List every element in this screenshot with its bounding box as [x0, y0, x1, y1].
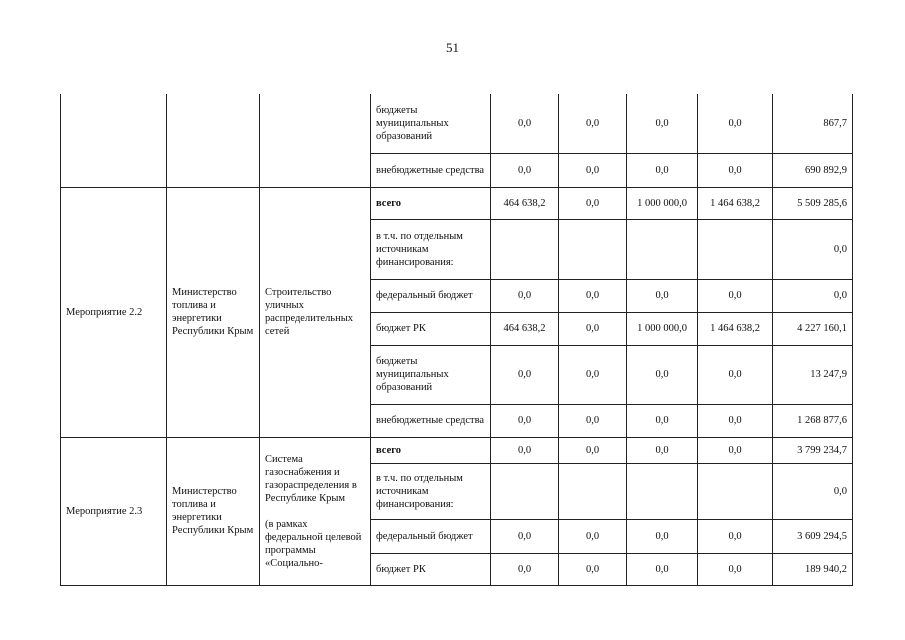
value-cell: 0,0	[491, 437, 559, 463]
description-cell	[260, 94, 371, 187]
source-label: бюджет РК	[371, 553, 491, 585]
executor-name: Министерство топлива и энергетики Республики Крым	[167, 187, 260, 437]
value-cell: 0,0	[698, 519, 773, 553]
value-cell: 0,0	[627, 404, 698, 437]
description-note: (в рамках федеральной целевой программы «Социально-	[265, 518, 362, 569]
value-cell: 0,0	[627, 345, 698, 404]
source-label: всего	[371, 437, 491, 463]
value-cell: 0,0	[627, 437, 698, 463]
value-cell: 0,0	[559, 187, 627, 219]
value-cell: 0,0	[698, 279, 773, 312]
value-cell: 0,0	[559, 553, 627, 585]
value-cell: 690 892,9	[773, 153, 853, 187]
value-cell: 0,0	[773, 219, 853, 279]
page-number: 51	[446, 40, 459, 55]
source-label: федеральный бюджет	[371, 519, 491, 553]
value-cell: 0,0	[627, 94, 698, 153]
value-cell: 0,0	[559, 519, 627, 553]
value-cell	[698, 219, 773, 279]
value-cell: 0,0	[491, 553, 559, 585]
value-cell: 5 509 285,6	[773, 187, 853, 219]
source-label: бюджеты муниципальных образований	[371, 345, 491, 404]
value-cell: 189 940,2	[773, 553, 853, 585]
value-cell	[698, 463, 773, 519]
value-cell: 1 000 000,0	[627, 187, 698, 219]
value-cell: 0,0	[773, 463, 853, 519]
value-cell	[559, 463, 627, 519]
value-cell: 0,0	[559, 153, 627, 187]
table-row	[61, 94, 853, 153]
value-cell	[627, 463, 698, 519]
value-cell: 0,0	[491, 345, 559, 404]
value-cell	[491, 463, 559, 519]
value-cell: 3 799 234,7	[773, 437, 853, 463]
value-cell: 0,0	[491, 279, 559, 312]
source-label: федеральный бюджет	[371, 279, 491, 312]
value-cell: 0,0	[698, 553, 773, 585]
value-cell: 0,0	[491, 519, 559, 553]
value-cell: 0,0	[773, 279, 853, 312]
value-cell: 0,0	[698, 94, 773, 153]
value-cell: 0,0	[559, 312, 627, 345]
value-cell: 3 609 294,5	[773, 519, 853, 553]
source-label: внебюджетные средства	[371, 404, 491, 437]
executor-name: Министерство топлива и энергетики Республики Крым	[167, 437, 260, 585]
value-cell: 4 227 160,1	[773, 312, 853, 345]
value-cell: 867,7	[773, 94, 853, 153]
source-label: в т.ч. по отдельным источникам финансирования:	[371, 219, 491, 279]
value-cell: 0,0	[698, 345, 773, 404]
value-cell: 0,0	[559, 404, 627, 437]
source-label: бюджеты муниципальных образований	[371, 94, 491, 153]
value-cell: 464 638,2	[491, 312, 559, 345]
event-cell	[61, 94, 167, 187]
value-cell	[491, 219, 559, 279]
value-cell: 1 464 638,2	[698, 312, 773, 345]
value-cell: 0,0	[698, 153, 773, 187]
event-name: Мероприятие 2.3	[61, 437, 167, 585]
value-cell: 13 247,9	[773, 345, 853, 404]
description-main: Система газоснабжения и газораспределения в Республике Крым	[265, 453, 357, 504]
event-description	[260, 437, 371, 585]
event-description: Строительство уличных распределительных сетей	[260, 187, 371, 437]
value-cell: 0,0	[627, 153, 698, 187]
table-row	[61, 437, 853, 463]
value-cell: 0,0	[627, 519, 698, 553]
value-cell: 1 464 638,2	[698, 187, 773, 219]
value-cell: 464 638,2	[491, 187, 559, 219]
value-cell: 0,0	[491, 153, 559, 187]
executor-cell	[167, 94, 260, 187]
value-cell: 0,0	[559, 437, 627, 463]
source-label: бюджет РК	[371, 312, 491, 345]
value-cell	[627, 219, 698, 279]
value-cell	[559, 219, 627, 279]
event-name: Мероприятие 2.2	[61, 187, 167, 437]
source-label: всего	[371, 187, 491, 219]
value-cell: 1 268 877,6	[773, 404, 853, 437]
value-cell: 0,0	[559, 279, 627, 312]
value-cell: 1 000 000,0	[627, 312, 698, 345]
source-label: внебюджетные средства	[371, 153, 491, 187]
value-cell: 0,0	[627, 553, 698, 585]
value-cell: 0,0	[559, 94, 627, 153]
value-cell: 0,0	[627, 279, 698, 312]
budget-table	[60, 94, 853, 586]
value-cell: 0,0	[559, 345, 627, 404]
source-label: в т.ч. по отдельным источникам финансирования:	[371, 463, 491, 519]
value-cell: 0,0	[698, 437, 773, 463]
table-row	[61, 187, 853, 219]
value-cell: 0,0	[491, 404, 559, 437]
value-cell: 0,0	[491, 94, 559, 153]
value-cell: 0,0	[698, 404, 773, 437]
